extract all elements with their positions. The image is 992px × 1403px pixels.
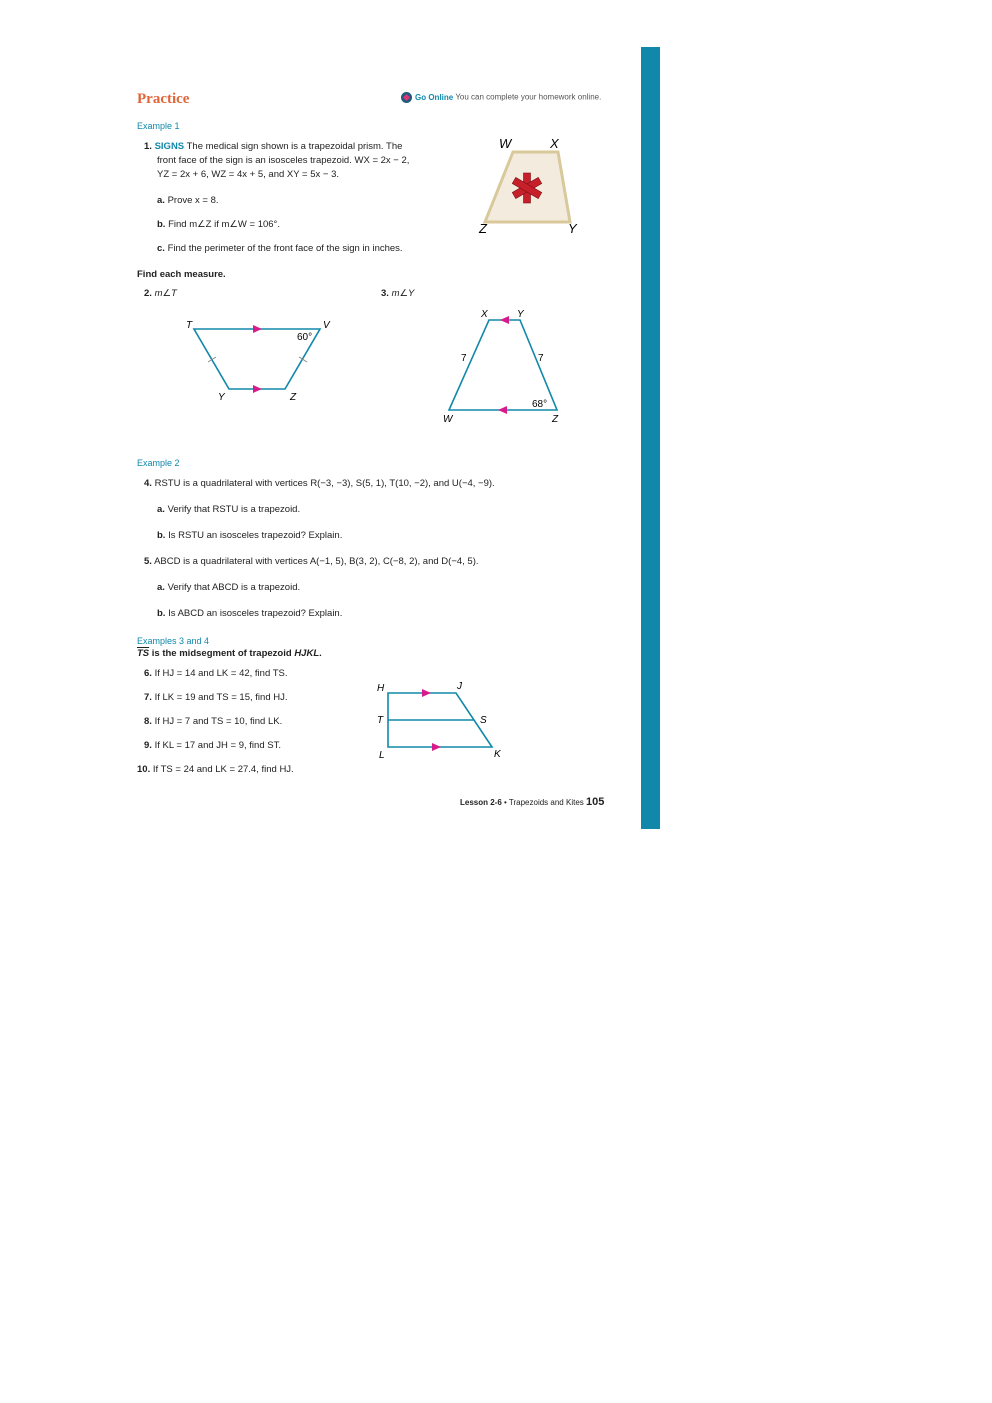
vertex-label-j: J [457,681,462,692]
problem-3 [381,287,414,301]
lesson-topic: Trapezoids and Kites [508,798,584,807]
page-footer [460,796,604,808]
vertex-label-h: H [377,683,385,694]
problem-10 [137,763,294,777]
problem-7 [144,691,288,705]
heading-text: is the midsegment of trapezoid [149,648,295,659]
problem-text: If TS = 24 and LK = 27.4, find HJ. [152,764,294,775]
problem-1 [144,140,402,154]
vertex-label-l: L [379,750,385,761]
part-text: Prove x = 8. [167,195,219,206]
lesson-number: Lesson 2-6 [460,798,502,807]
find-measure-heading: Find each measure. [137,269,226,280]
part-label: a. [157,582,165,593]
go-online-icon [401,92,412,103]
footer-separator: • [501,798,509,807]
vertex-label-k: K [494,749,501,760]
go-online-note[interactable] [401,92,601,103]
part-text: Is RSTU an isosceles trapezoid? Explain. [168,530,343,541]
problem-1-line-3: YZ = 2x + 6, WZ = 4x + 5, and XY = 5x − 3. [157,169,340,180]
part-label: b. [157,608,166,619]
problem-1-line-2: front face of the sign is an isosceles trapezoid. WX = 2x − 2, [157,155,410,166]
part-label: a. [157,504,165,515]
angle-label: 60° [297,332,313,343]
segment-ts: $\overline{TS}$ [137,648,150,659]
vertex-label-x: X [481,309,488,320]
vertex-label-t: T [377,715,384,726]
vertex-label-y: Y [218,392,225,403]
problem-4a [157,503,300,517]
side-length-left: 7 [461,353,467,364]
vertex-label-s: S [480,715,487,726]
example-2-label: Example 2 [137,458,180,468]
signs-tag: SIGNS [154,141,185,152]
side-length-right: 7 [538,353,544,364]
heading-end: . [319,648,322,659]
problem-number: 10. [137,764,151,775]
problem-1-line-1: The medical sign shown is a trapezoidal prism. The [186,141,403,152]
vertex-label-z: Z [479,221,487,236]
problem-number: 6. [144,668,152,679]
part-text: Verify that RSTU is a trapezoid. [167,504,301,515]
vertex-label-z: Z [552,414,559,425]
problem-5a [157,581,300,595]
parallel-arrow-top [422,689,431,697]
parallel-arrow-top [253,325,262,333]
vertex-label-t: T [186,320,193,331]
problem-1b [157,218,280,232]
parallel-arrow-top [500,316,509,324]
part-label: a. [157,195,165,206]
problem-6 [144,667,288,681]
problem-5b [157,607,342,621]
problem-4-text: RSTU is a quadrilateral with vertices R(−3, −3), S(5, 1), T(10, −2), and U(−4, −9). [154,478,495,489]
vertex-label-x: X [550,136,559,151]
vertex-label-v: V [323,320,330,331]
example-1-label: Example 1 [137,121,180,131]
problem-5-text: ABCD is a quadrilateral with vertices A(−1, 5), B(3, 2), C(−8, 2), and D(−4, 5). [154,556,479,567]
part-text: Verify that ABCD is a trapezoid. [167,582,301,593]
trapezoid-outline [449,320,557,410]
midsegment-heading [137,647,322,661]
medical-sign-figure [470,130,590,240]
problem-number: 5. [144,556,152,567]
trapezoid-tvzy-figure [180,315,340,405]
problem-text: If KL = 17 and JH = 9, find ST. [154,740,281,751]
vertex-label-w: W [443,414,453,425]
problem-number: 9. [144,740,152,751]
problem-8 [144,715,282,729]
parallel-arrow-bottom [432,743,441,751]
vertex-label-w: W [499,136,512,151]
problem-text: If HJ = 14 and LK = 42, find TS. [154,668,288,679]
problem-9 [144,739,281,753]
problem-3-text: m∠Y [391,288,415,299]
part-text: Find m∠Z if m∠W = 106°. [168,219,280,230]
vertex-label-z: Z [290,392,297,403]
problem-number: 1. [144,141,152,152]
part-label: c. [157,243,165,254]
problem-number: 2. [144,288,152,299]
problem-2-text: m∠T [154,288,177,299]
problem-5 [144,555,479,569]
problem-number: 8. [144,716,152,727]
go-online-text: You can complete your homework online. [455,92,602,102]
page-number: 105 [586,796,605,808]
go-online-link[interactable]: Go Online [415,92,454,102]
part-label: b. [157,530,166,541]
problem-1a [157,194,219,208]
parallel-arrow-bottom [253,385,262,393]
vertex-label-y: Y [568,221,577,236]
trapezoid-hjkl-figure [370,678,510,763]
problem-number: 7. [144,692,152,703]
vertex-label-y: Y [517,309,524,320]
problem-4b [157,529,342,543]
page-title: Practice [137,91,190,107]
problem-text: If LK = 19 and TS = 15, find HJ. [154,692,288,703]
trapezoid-name: HJKL [294,648,320,659]
problem-number: 4. [144,478,152,489]
side-color-bar [641,47,660,829]
part-label: b. [157,219,166,230]
part-text: Find the perimeter of the front face of the sign in inches. [167,243,403,254]
problem-4 [144,477,495,491]
problem-2 [144,287,177,301]
angle-label: 68° [532,399,548,410]
trapezoid-xyzw-figure [435,303,575,428]
parallel-arrow-bottom [498,406,507,414]
part-text: Is ABCD an isosceles trapezoid? Explain. [168,608,343,619]
examples-3-4-label: Examples 3 and 4 [137,636,210,646]
problem-1c [157,242,403,256]
problem-number: 3. [381,288,389,299]
problem-text: If HJ = 7 and TS = 10, find LK. [154,716,283,727]
